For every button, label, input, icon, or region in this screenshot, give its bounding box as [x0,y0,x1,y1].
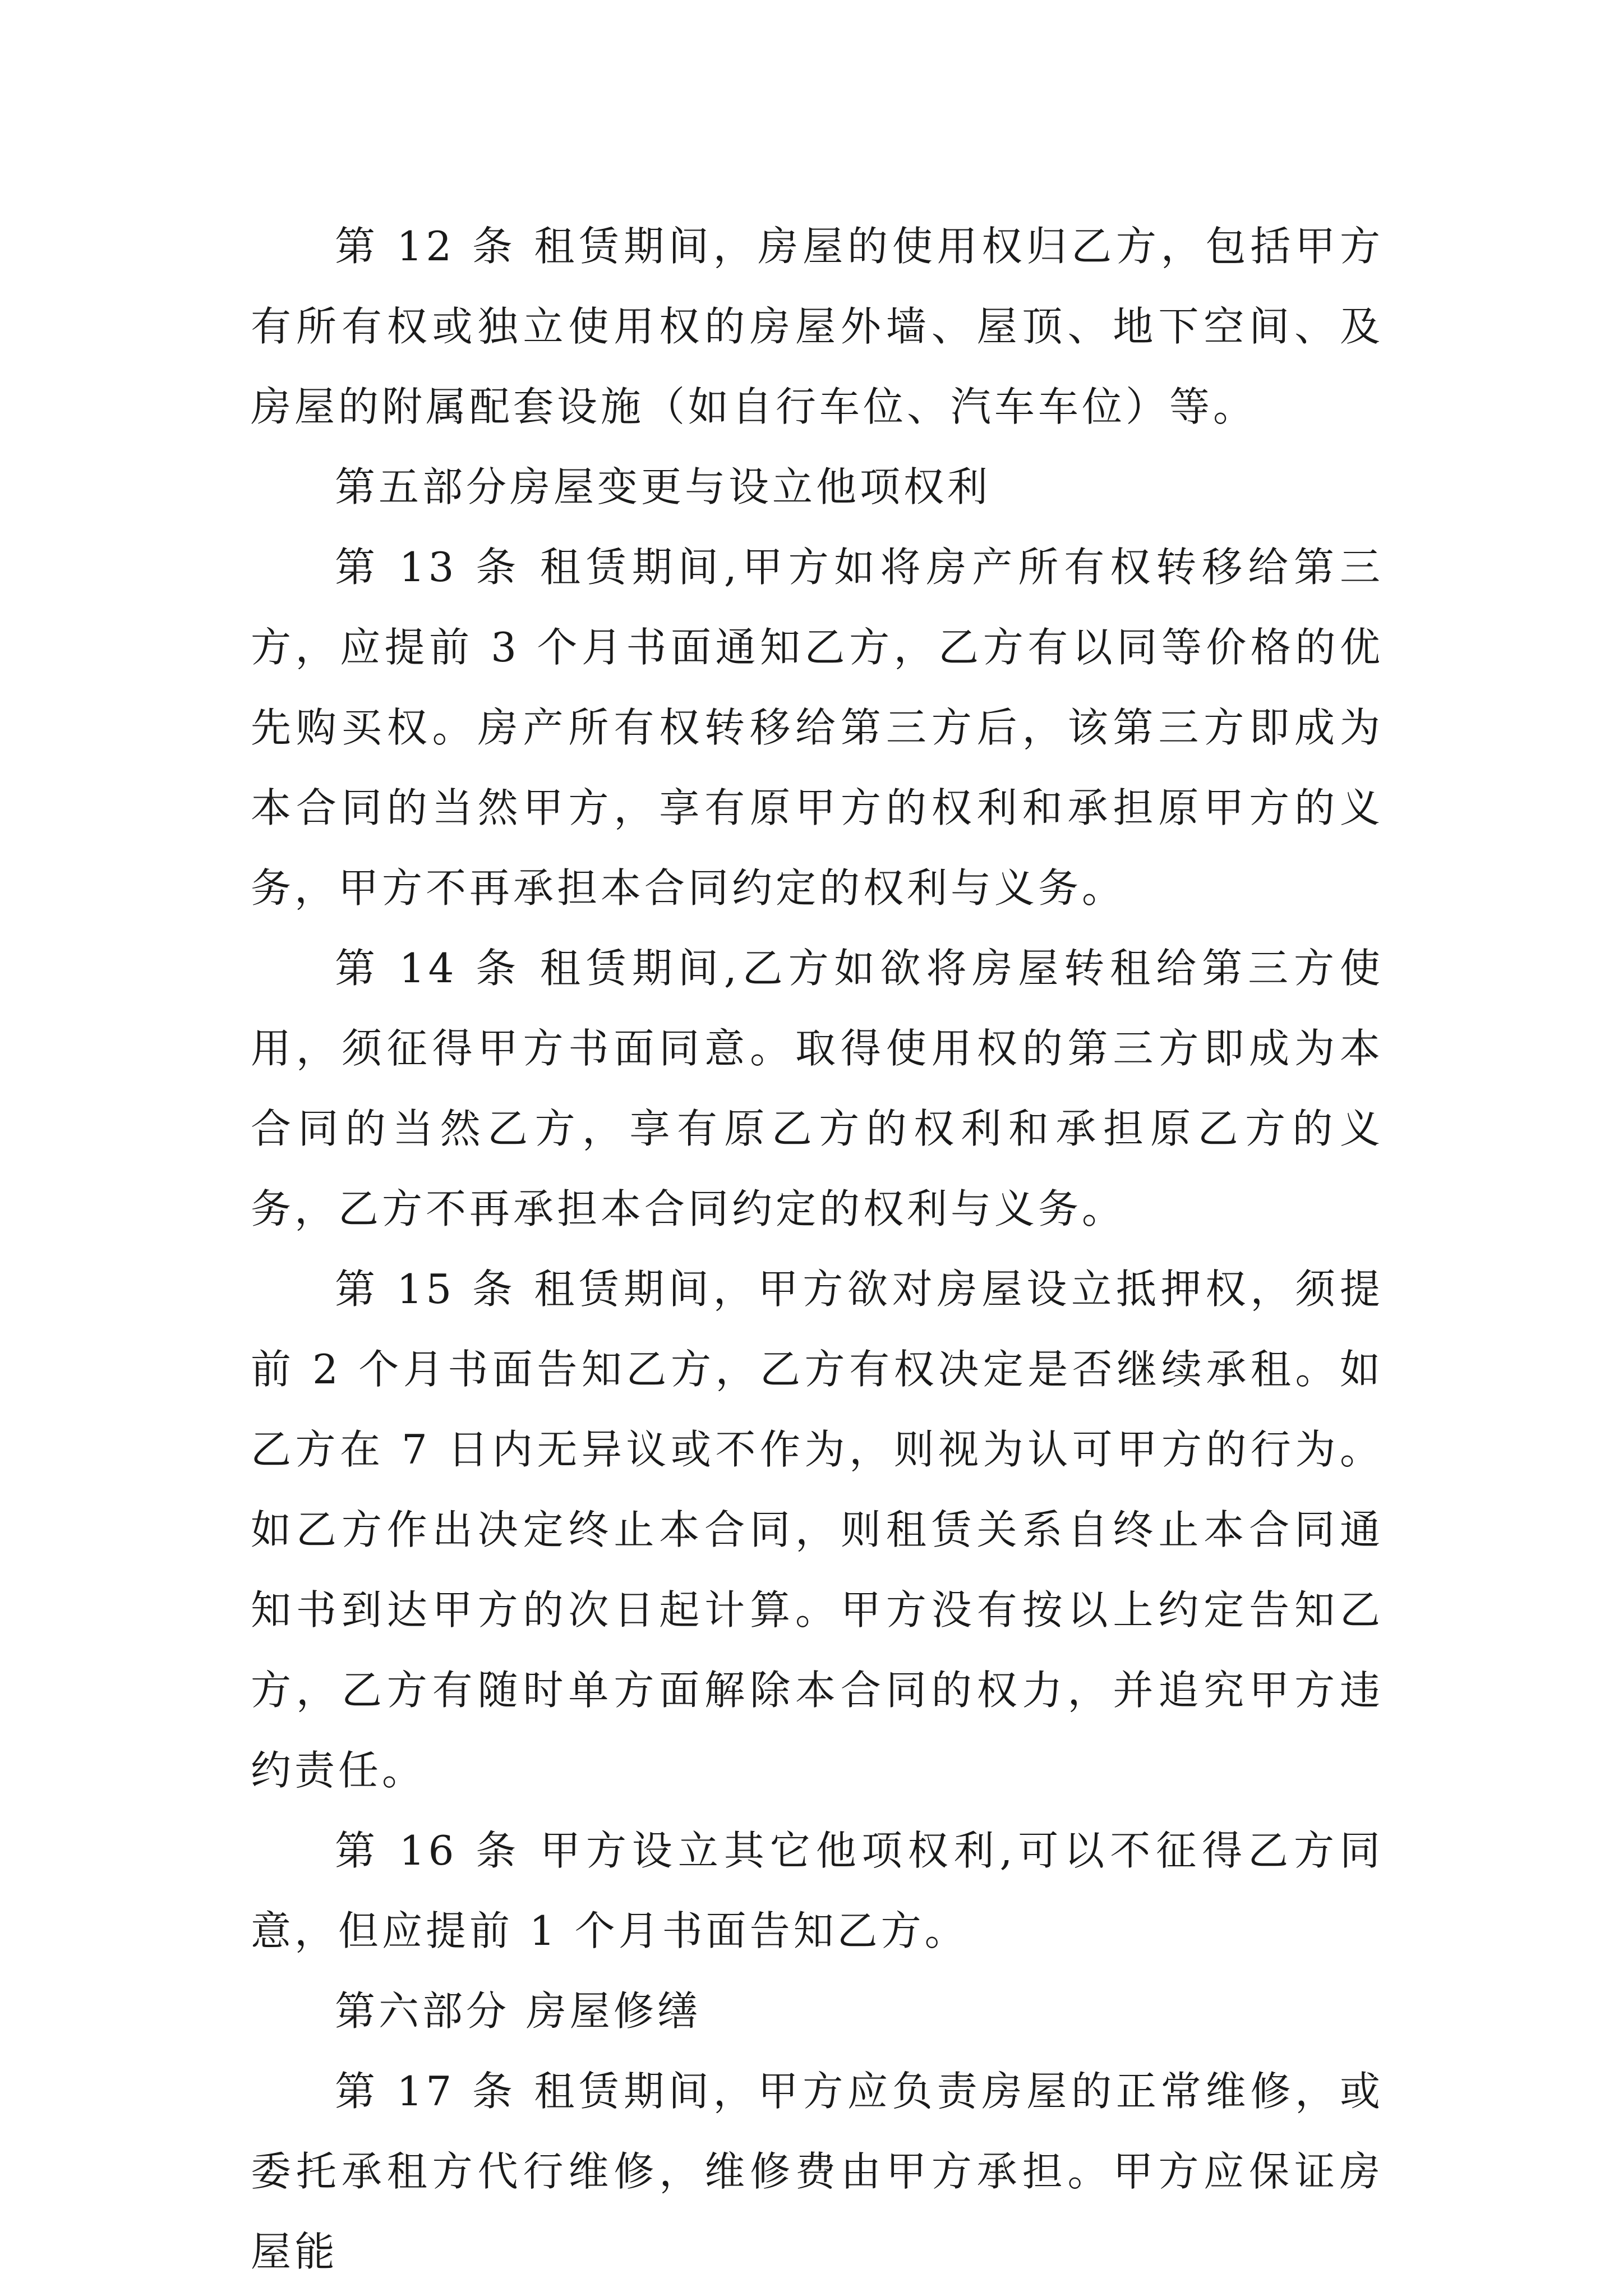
article-13-paragraph: 第 13 条 租赁期间,甲方如将房产所有权转移给第三方，应提前 3 个月书面通知乙方，乙方有以同等价格的优先购买权。房产所有权转移给第三方后，该第三方即成为本合同的当然甲方，享有原甲方的权利和承担原甲方的义务，甲方不再承担本合同约定的权利与义务。 [251,544,1384,912]
part-5-heading: 第五部分房屋变更与设立他项权利 [335,463,992,510]
article-15-paragraph: 第 15 条 租赁期间，甲方欲对房屋设立抵押权，须提前 2 个月书面告知乙方，乙方有权决定是否继续承租。如乙方在 7 日内无异议或不作为，则视为认可甲方的行为。如乙方作出决定终止本合同，则租赁关系自终止本合同通知书到达甲方的次日起计算。甲方没有按以上约定告知乙方，乙方有随时单方面解除本合同的权力，并追究甲方违约责任。 [251,1266,1384,1794]
article-14-paragraph: 第 14 条 租赁期间,乙方如欲将房屋转租给第三方使用，须征得甲方书面同意。取得使用权的第三方即成为本合同的当然乙方，享有原乙方的权利和承担原乙方的义务，乙方不再承担本合同约定的权利与义务。 [251,945,1384,1232]
article-12-paragraph: 第 12 条 租赁期间，房屋的使用权归乙方，包括甲方有所有权或独立使用权的房屋外墙、屋顶、地下空间、及房屋的附属配套设施（如自行车位、汽车车位）等。 [251,223,1384,430]
article-16-paragraph: 第 16 条 甲方设立其它他项权利,可以不征得乙方同意，但应提前 1 个月书面告知乙方。 [251,1827,1384,1954]
article-17-paragraph: 第 17 条 租赁期间，甲方应负责房屋的正常维修，或委托承租方代行维修，维修费由甲方承担。甲方应保证房屋能 [251,2068,1384,2275]
part-6-heading: 第六部分 房屋修缮 [335,1987,701,2035]
document-body [251,206,1384,2292]
